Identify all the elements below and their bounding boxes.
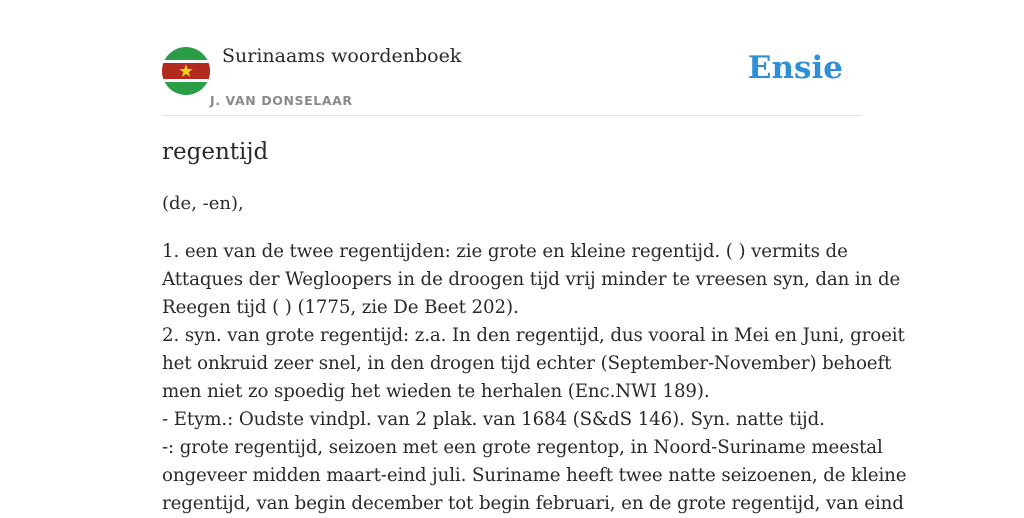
definition-line: Attaques der Wegloopers in de droogen tijd vrij minder te vreesen syn, dan in de — [162, 269, 901, 290]
definition-line: - Etym.: Oudste vindpl. van 2 plak. van 1684 (S&dS 146). Syn. natte tijd. — [162, 409, 825, 430]
suriname-flag-icon — [162, 47, 210, 95]
definition-line: het onkruid zeer snel, in den drogen tijd echter (September-November) behoeft — [162, 353, 892, 374]
book-author: J. VAN DONSELAAR — [210, 93, 353, 108]
definition-line: -: grote regentijd, seizoen met een grote regentop, in Noord-Suriname meestal — [162, 437, 883, 458]
definition-line: 2. syn. van grote regentijd: z.a. In den regentijd, dus vooral in Mei en Juni, groeit — [162, 325, 905, 346]
definition-line: men niet zo spoedig het wieden te herhalen (Enc.NWI 189). — [162, 381, 710, 402]
definition-text — [162, 238, 907, 518]
header-divider — [162, 115, 862, 116]
definition-line: regentijd, van begin december tot begin februari, en de grote regentijd, van eind — [162, 493, 904, 514]
ensie-logo-link[interactable]: Ensie — [747, 50, 843, 86]
definition-line: Reegen tijd ( ) (1775, zie De Beet 202). — [162, 297, 519, 318]
definition-line: 1. een van de twee regentijden: zie grote en kleine regentijd. ( ) vermits de — [162, 241, 848, 262]
book-title[interactable]: Surinaams woordenboek — [222, 45, 462, 67]
definition-line: ongeveer midden maart-eind juli. Suriname heeft twee natte seizoenen, de kleine — [162, 465, 907, 486]
grammar-info: (de, -en), — [162, 193, 244, 214]
headword: regentijd — [162, 139, 269, 165]
